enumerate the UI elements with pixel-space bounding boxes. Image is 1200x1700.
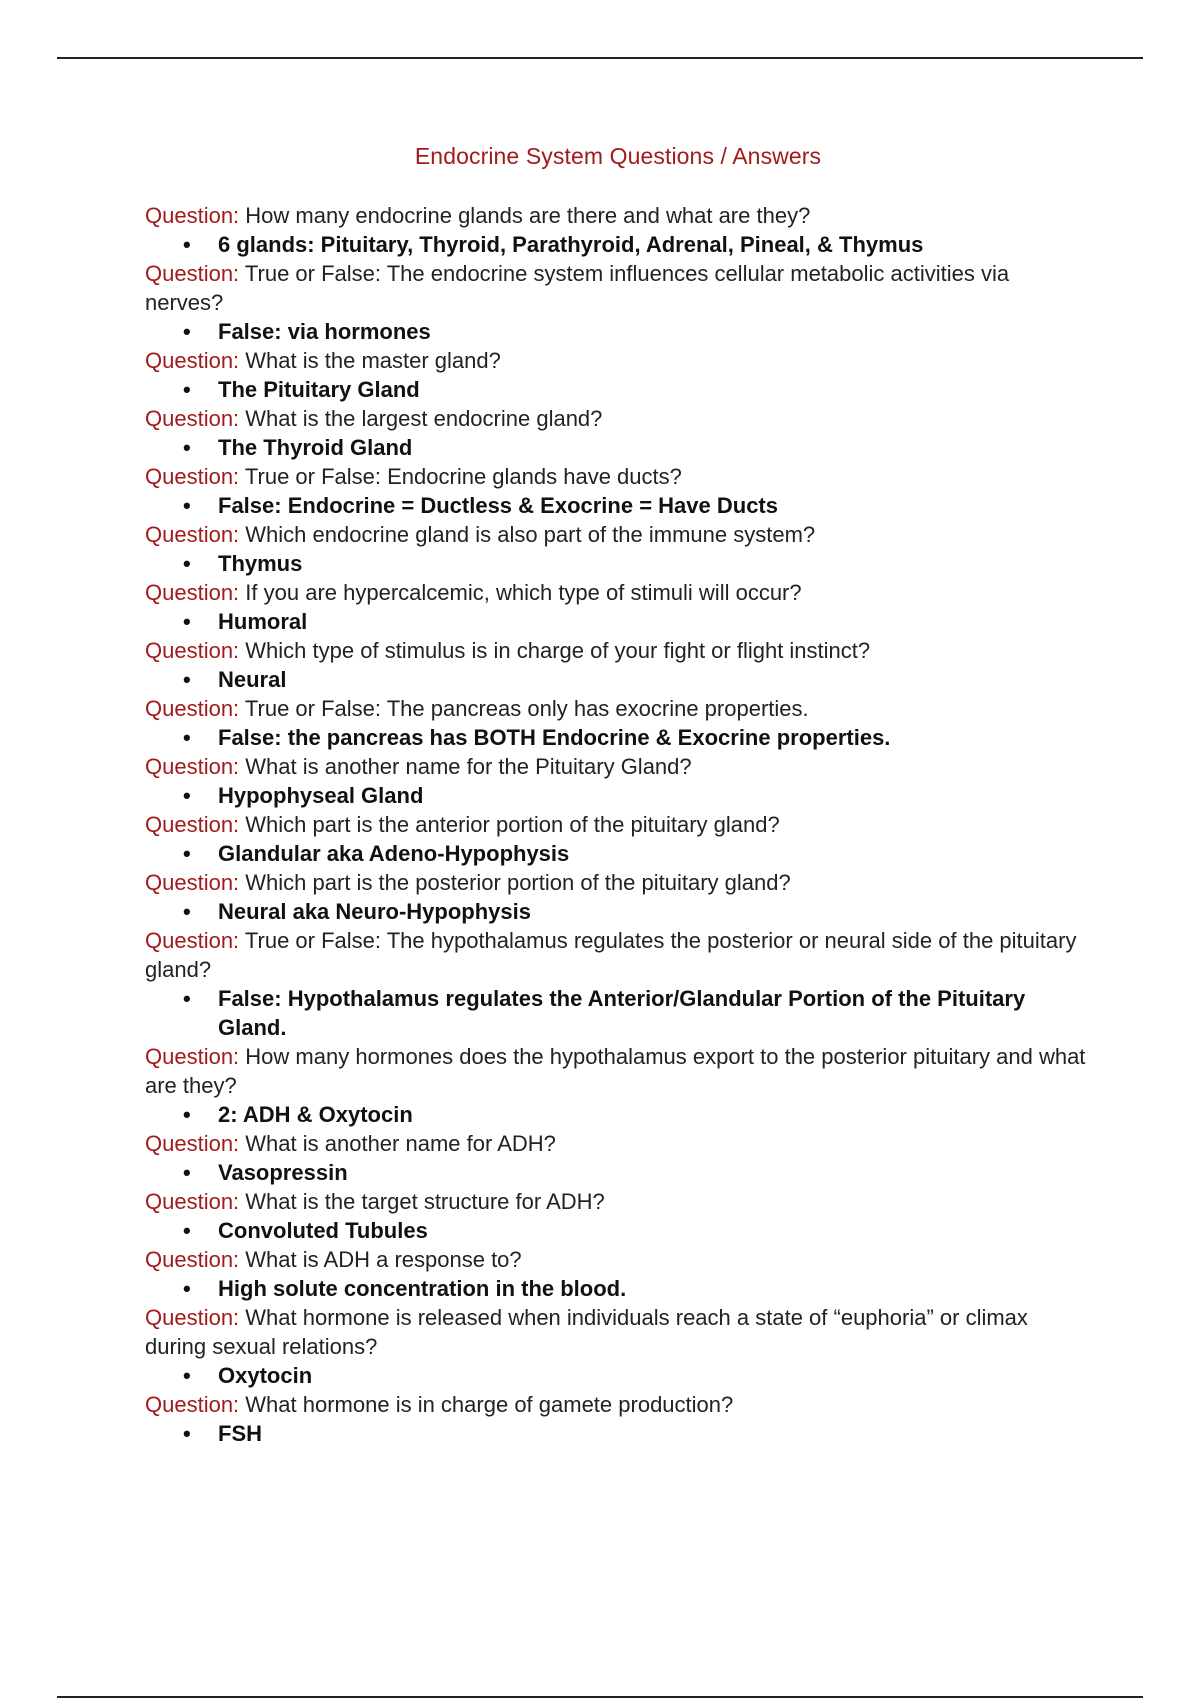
top-rule (57, 57, 1143, 59)
answer (145, 1274, 1090, 1303)
answer-text: 2: ADH & Oxytocin (218, 1102, 413, 1127)
question-label: Question: (145, 754, 240, 779)
answer-text: False: the pancreas has BOTH Endocrine & Exocrine properties. (218, 725, 891, 750)
answer (145, 984, 1090, 1042)
question-text: What is another name for the Pituitary Gland? (245, 754, 692, 779)
question-label: Question: (145, 261, 240, 286)
answer-list (145, 781, 1090, 810)
answer-text: High solute concentration in the blood. (218, 1276, 627, 1301)
answer-text: Glandular aka Adeno-Hypophysis (218, 841, 570, 866)
bullet-icon: • (183, 783, 191, 808)
bullet-icon: • (183, 319, 191, 344)
qa-item (145, 520, 1090, 578)
question (145, 462, 1090, 491)
answer (145, 665, 1090, 694)
bullet-icon: • (183, 899, 191, 924)
question (145, 868, 1090, 897)
question-text: How many hormones does the hypothalamus export to the posterior pituitary and what are they? (145, 1044, 1086, 1098)
question-label: Question: (145, 870, 240, 895)
question (145, 1390, 1090, 1419)
qa-item (145, 201, 1090, 259)
qa-item (145, 810, 1090, 868)
question-label: Question: (145, 203, 240, 228)
answer-text: The Pituitary Gland (218, 377, 420, 402)
qa-item (145, 404, 1090, 462)
qa-item (145, 868, 1090, 926)
qa-item (145, 1245, 1090, 1303)
answer-text: Neural aka Neuro-Hypophysis (218, 899, 531, 924)
question (145, 926, 1090, 984)
qa-item (145, 1129, 1090, 1187)
question-text: If you are hypercalcemic, which type of stimuli will occur? (245, 580, 802, 605)
question (145, 346, 1090, 375)
answer (145, 433, 1090, 462)
question-label: Question: (145, 1189, 240, 1214)
answer (145, 375, 1090, 404)
question (145, 810, 1090, 839)
bullet-icon: • (183, 1363, 191, 1388)
bullet-icon: • (183, 1102, 191, 1127)
question-label: Question: (145, 1131, 240, 1156)
answer-list (145, 1419, 1090, 1448)
question (145, 201, 1090, 230)
question (145, 1187, 1090, 1216)
question-text: Which part is the posterior portion of the pituitary gland? (245, 870, 791, 895)
answer (145, 317, 1090, 346)
answer-text: FSH (218, 1421, 262, 1446)
bullet-icon: • (183, 609, 191, 634)
question (145, 404, 1090, 433)
answer-list (145, 549, 1090, 578)
answer (145, 491, 1090, 520)
answer (145, 607, 1090, 636)
question-text: Which type of stimulus is in charge of your fight or flight instinct? (245, 638, 871, 663)
question (145, 520, 1090, 549)
question-label: Question: (145, 928, 240, 953)
answer-text: Thymus (218, 551, 303, 576)
question (145, 636, 1090, 665)
answer (145, 897, 1090, 926)
bullet-icon: • (183, 725, 191, 750)
question (145, 1303, 1090, 1361)
question-text: What is the largest endocrine gland? (245, 406, 603, 431)
question-text: Which part is the anterior portion of the pituitary gland? (245, 812, 780, 837)
answer-list (145, 1274, 1090, 1303)
qa-item (145, 752, 1090, 810)
qa-list (145, 201, 1090, 1448)
answer-list (145, 607, 1090, 636)
answer-text: False: Endocrine = Ductless & Exocrine = Have Ducts (218, 493, 778, 518)
answer-list (145, 665, 1090, 694)
qa-item (145, 346, 1090, 404)
answer-list (145, 317, 1090, 346)
bullet-icon: • (183, 841, 191, 866)
answer (145, 230, 1090, 259)
bullet-icon: • (183, 667, 191, 692)
question-text: True or False: The hypothalamus regulates the posterior or neural side of the pituitary gland? (145, 928, 1077, 982)
answer (145, 1100, 1090, 1129)
answer-text: False: via hormones (218, 319, 431, 344)
question-label: Question: (145, 1305, 240, 1330)
answer-list (145, 230, 1090, 259)
qa-item (145, 259, 1090, 346)
answer-text: The Thyroid Gland (218, 435, 413, 460)
question-text: True or False: The pancreas only has exocrine properties. (244, 696, 809, 721)
question-text: How many endocrine glands are there and what are they? (245, 203, 811, 228)
page-title: Endocrine System Questions / Answers (414, 143, 822, 169)
answer-list (145, 1361, 1090, 1390)
answer (145, 1158, 1090, 1187)
bottom-rule (57, 1696, 1143, 1698)
bullet-icon: • (183, 377, 191, 402)
answer-list (145, 433, 1090, 462)
bullet-icon: • (183, 435, 191, 460)
question-label: Question: (145, 812, 240, 837)
bullet-icon: • (183, 232, 191, 257)
bullet-icon: • (183, 493, 191, 518)
answer-list (145, 723, 1090, 752)
question-text: True or False: Endocrine glands have ducts? (244, 464, 682, 489)
question-text: True or False: The endocrine system influences cellular metabolic activities via nerves? (145, 261, 1010, 315)
answer-text: Neural (218, 667, 287, 692)
question-text: What is another name for ADH? (245, 1131, 556, 1156)
answer (145, 549, 1090, 578)
question (145, 1129, 1090, 1158)
answer-list (145, 1158, 1090, 1187)
answer-list (145, 491, 1090, 520)
question-label: Question: (145, 638, 240, 663)
bullet-icon: • (183, 1160, 191, 1185)
answer-text: Vasopressin (218, 1160, 348, 1185)
question (145, 1245, 1090, 1274)
question (145, 752, 1090, 781)
answer-list (145, 1216, 1090, 1245)
qa-item (145, 1390, 1090, 1448)
answer-text: Convoluted Tubules (218, 1218, 428, 1243)
answer-list (145, 839, 1090, 868)
question (145, 1042, 1090, 1100)
answer (145, 1361, 1090, 1390)
question-text: Which endocrine gland is also part of the immune system? (245, 522, 816, 547)
question (145, 578, 1090, 607)
answer-text: Oxytocin (218, 1363, 313, 1388)
bullet-icon: • (183, 1276, 191, 1301)
question-label: Question: (145, 1247, 240, 1272)
qa-item (145, 578, 1090, 636)
answer-text: 6 glands: Pituitary, Thyroid, Parathyroid, Adrenal, Pineal, & Thymus (218, 232, 924, 257)
question-label: Question: (145, 464, 240, 489)
answer-text: Hypophyseal Gland (218, 783, 424, 808)
question-label: Question: (145, 1392, 240, 1417)
answer-list (145, 375, 1090, 404)
question-label: Question: (145, 348, 240, 373)
bullet-icon: • (183, 1218, 191, 1243)
bullet-icon: • (183, 551, 191, 576)
qa-item (145, 1187, 1090, 1245)
answer-list (145, 897, 1090, 926)
question-label: Question: (145, 406, 240, 431)
qa-item (145, 1303, 1090, 1390)
qa-item (145, 462, 1090, 520)
answer-text: Humoral (218, 609, 308, 634)
answer (145, 723, 1090, 752)
bullet-icon: • (183, 986, 191, 1011)
question (145, 694, 1090, 723)
question-text: What hormone is in charge of gamete production? (245, 1392, 734, 1417)
question-text: What is the master gland? (245, 348, 501, 373)
qa-item (145, 1042, 1090, 1129)
qa-item (145, 926, 1090, 1042)
question-label: Question: (145, 580, 240, 605)
qa-item (145, 694, 1090, 752)
answer-list (145, 984, 1090, 1042)
answer-list (145, 1100, 1090, 1129)
question-label: Question: (145, 1044, 240, 1069)
question-label: Question: (145, 696, 240, 721)
answer (145, 1419, 1090, 1448)
answer (145, 781, 1090, 810)
question-text: What hormone is released when individuals reach a state of “euphoria” or climax during sexual relations? (145, 1305, 1028, 1359)
question (145, 259, 1090, 317)
bullet-icon: • (183, 1421, 191, 1446)
answer (145, 1216, 1090, 1245)
qa-item (145, 636, 1090, 694)
question-text: What is ADH a response to? (245, 1247, 522, 1272)
answer-text: False: Hypothalamus regulates the Anterior/Glandular Portion of the Pituitary Gland. (218, 986, 1026, 1040)
answer (145, 839, 1090, 868)
question-text: What is the target structure for ADH? (245, 1189, 605, 1214)
question-label: Question: (145, 522, 240, 547)
